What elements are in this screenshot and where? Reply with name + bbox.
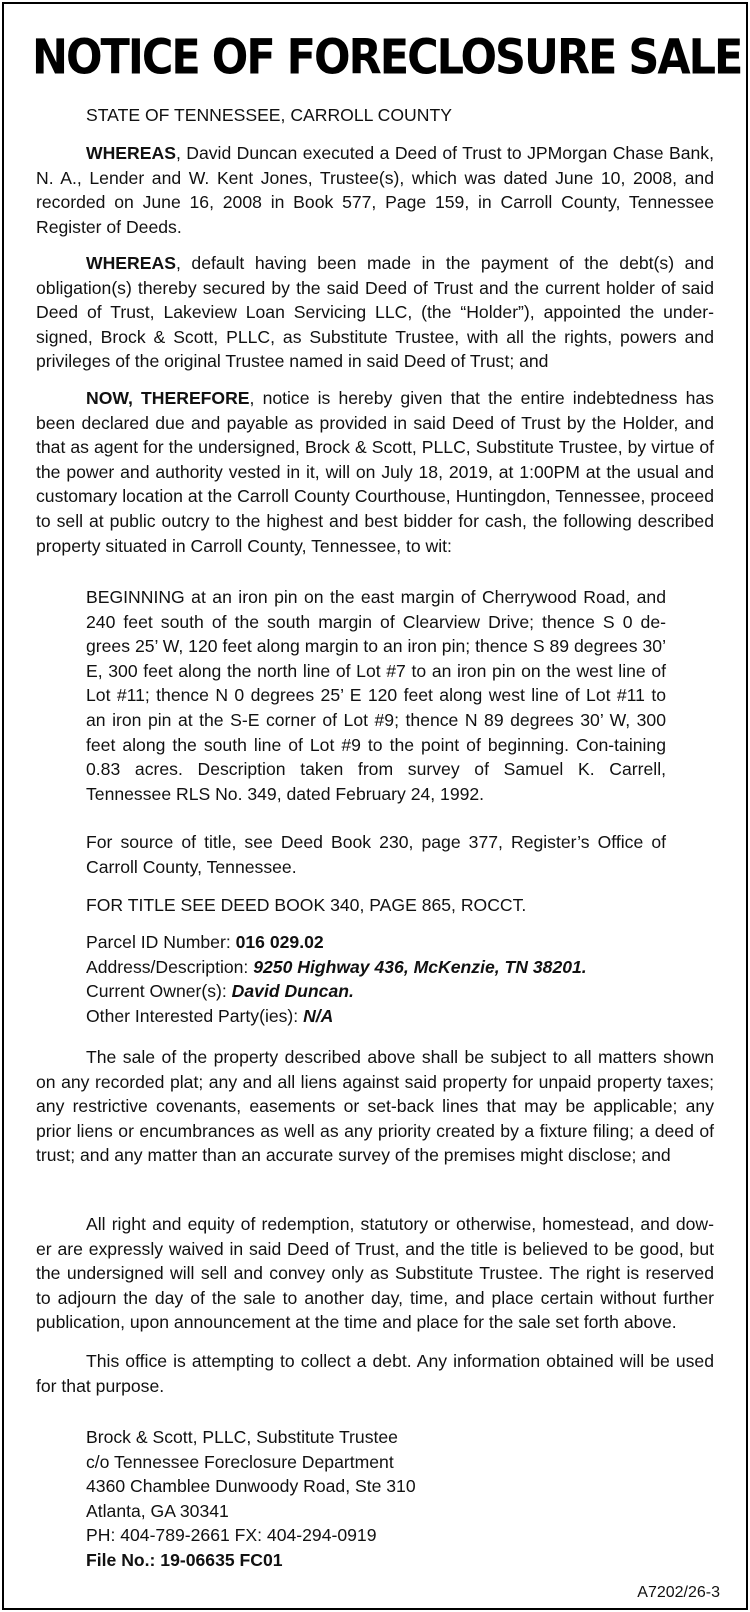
parcel-id-row: Parcel ID Number: 016 029.02 [86, 932, 324, 952]
state-county-line: STATE OF TENNESSEE, CARROLL COUNTY [86, 105, 452, 125]
title-reference: FOR TITLE SEE DEED BOOK 340, PAGE 865, ROCCT. [86, 895, 527, 915]
signature-city: Atlanta, GA 30341 [86, 1500, 229, 1521]
lead-word: WHEREAS [86, 143, 176, 163]
signature-firm: Brock & Scott, PLLC, Substitute Trustee [86, 1427, 398, 1447]
other-party-value: N/A [303, 1005, 334, 1026]
paragraph-whereas-default [36, 251, 714, 374]
paragraph-text: , default having been made in the payment of the debt(s) and obligation(s) thereby secured by the said Deed of Trust and the current holder of said Deed of Trust, Lakeview Loan Servicing LLC, (the “Holder”), appointed the under-signed, Brock & Scott, PLLC, as Substitute Trustee, with all the rights, powers and privileges of the original Trustee named in said Deed of Trust; and [36, 253, 714, 372]
file-number: File No.: 19-06635 FC01 [86, 1549, 283, 1570]
paragraph-text: , notice is hereby given that the entire indebtedness has been declared due and payable as provided in said Deed of Trust by the Holder, and that as agent for the undersigned, Brock & Scott, PLLC, Substitute Trustee, by virtue of the power and authority vested in it, will on July 18, 2019, at 1:00PM at the usual and customary location at the Carroll County Courthouse, Huntingdon, Tennessee, proceed to sell at public outcry to the highest and best bidder for cash, the following described property situated in Carroll County, Tennessee, to wit: [36, 388, 714, 556]
paragraph-whereas-deed [36, 141, 714, 239]
lead-word: NOW, THEREFORE [86, 388, 250, 408]
property-details [86, 930, 716, 1028]
ad-reference-code: A7202/26-3 [637, 1584, 720, 1601]
address-value: 9250 Highway 436, McKenzie, TN 38201. [253, 956, 587, 977]
owner-row: Current Owner(s): David Duncan. [86, 981, 354, 1002]
paragraph-debt-collection: This office is attempting to collect a debt. Any information obtained will be used for that purpose. [36, 1351, 714, 1396]
source-of-title: For source of title, see Deed Book 230, page 377, Register’s Office of Carroll County, Tennessee. [86, 832, 666, 877]
address-row: Address/Description: 9250 Highway 436, McKenzie, TN 38201. [86, 956, 587, 977]
signature-department: c/o Tennessee Foreclosure Department [86, 1451, 394, 1472]
paragraph-text: , David Duncan executed a Deed of Trust to JPMorgan Chase Bank, N. A., Lender and W. Kent Jones, Trustee(s), which was dated June 10, 2008, and recorded on June 16, 2008 in Book 577, Page 159, in Carroll County, Tennessee Register of Deeds. [36, 143, 714, 237]
other-party-row: Other Interested Party(ies): N/A [86, 1005, 334, 1026]
signature-block [86, 1425, 716, 1573]
signature-street: 4360 Chamblee Dunwoody Road, Ste 310 [86, 1476, 416, 1497]
notice-title: NOTICE OF FORECLOSURE SALE [32, 29, 742, 86]
owner-value: David Duncan. [231, 981, 354, 1002]
signature-phone-fax: PH: 404-789-2661 FX: 404-294-0919 [86, 1525, 377, 1546]
paragraph-now-therefore [36, 386, 714, 558]
lead-word: WHEREAS [86, 253, 176, 273]
paragraph-sale-subject-to: The sale of the property described above shall be subject to all matters shown on any recorded plat; any and all liens against said property for unpaid property taxes; any restrictive covenants, easements or set-back lines that may be applicable; any prior liens or encumbrances as well as any priority created by a fixture filing; a deed of trust; and any matter than an accurate survey of the premises might disclose; and [36, 1047, 714, 1166]
paragraph-redemption-rights: All right and equity of redemption, statutory or otherwise, homestead, and dow-er are expressly waived in said Deed of Trust, and the title is believed to be good, but the undersigned will sell and convey only as Substitute Trustee. The right is reserved to adjourn the day of the sale to another day, time, and place certain without further publication, upon announcement at the time and place for the sale set forth above. [36, 1214, 714, 1333]
legal-description: BEGINNING at an iron pin on the east margin of Cherrywood Road, and 240 feet south of the south margin of Clearview Drive; thence S 0 de-grees 25’ W, 120 feet along margin to an iron pin; thence S 89 degrees 30’ E, 300 feet along the north line of Lot #7 to an iron pin on the west line of Lot #11; thence N 0 degrees 25’ E 120 feet along west line of Lot #11 to an iron pin at the S-E corner of Lot #9; thence N 89 degrees 30’ W, 300 feet along the south line of Lot #9 to the point of beginning. Con-taining 0.83 acres. Description taken from survey of Samuel K. Carrell, Tennessee RLS No. 349, dated February 24, 1992. [86, 587, 666, 804]
parcel-id-value: 016 029.02 [235, 932, 324, 952]
